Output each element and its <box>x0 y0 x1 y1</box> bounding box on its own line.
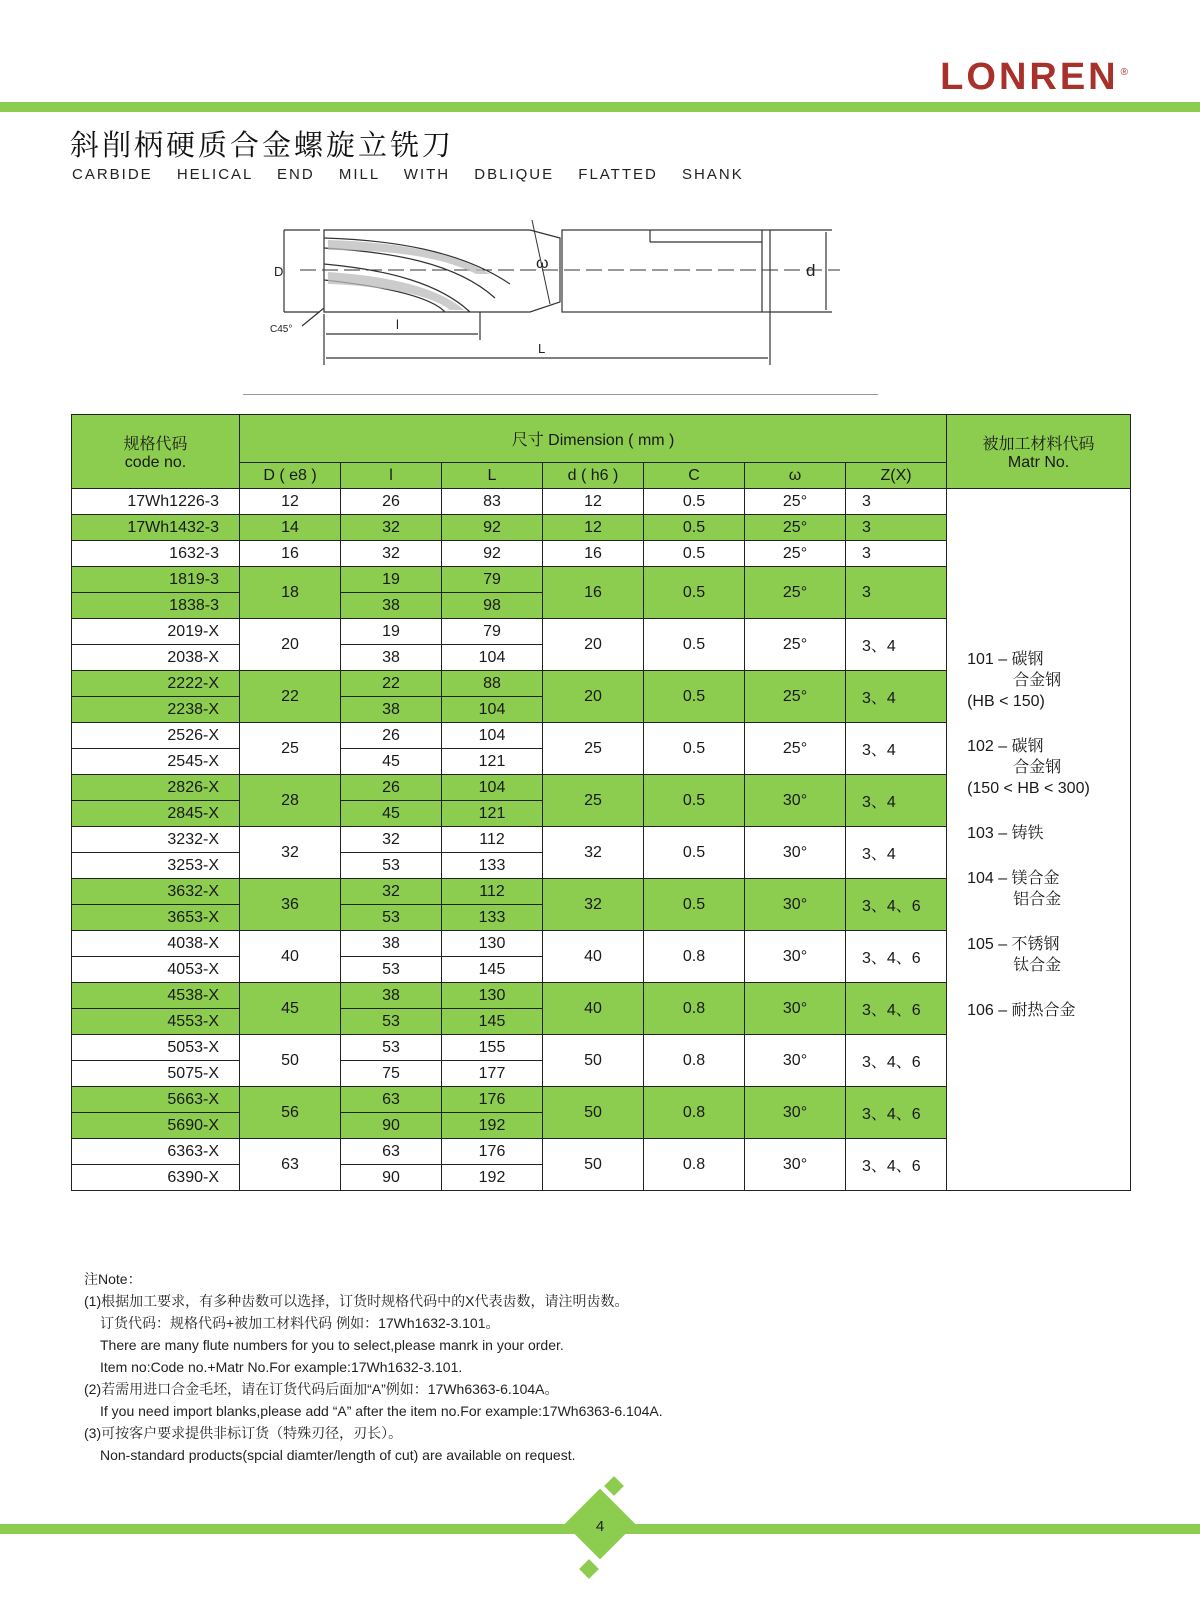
material-line: 102 – 碳钢 <box>967 737 1044 755</box>
table-cell: 50 <box>240 1035 341 1087</box>
table-cell: 2238-X <box>72 697 240 723</box>
table-cell: 83 <box>442 489 543 515</box>
table-cell: 19 <box>341 567 442 593</box>
table-row <box>72 489 1131 515</box>
top-accent-bar <box>0 102 1200 112</box>
table-cell: 18 <box>240 567 341 619</box>
table-cell: 45 <box>240 983 341 1035</box>
table-cell: 16 <box>543 541 644 567</box>
header-matr: 被加工材料代码 Matr No. <box>947 415 1131 489</box>
table-cell: 25° <box>745 723 846 775</box>
material-line: 合金钢 <box>1013 758 1062 776</box>
table-cell: 0.5 <box>644 489 745 515</box>
col-header: L <box>442 463 543 489</box>
header-code: 规格代码 code no. <box>72 415 240 489</box>
table-cell: 3、4 <box>846 619 947 671</box>
table-cell: 38 <box>341 931 442 957</box>
table-cell: 30° <box>745 1035 846 1087</box>
table-cell: 16 <box>240 541 341 567</box>
table-cell: 0.8 <box>644 1035 745 1087</box>
table-cell: 133 <box>442 853 543 879</box>
table-cell: 3、4、6 <box>846 983 947 1035</box>
table-cell: 32 <box>240 827 341 879</box>
table-cell: 38 <box>341 697 442 723</box>
table-cell: 17Wh1432-3 <box>72 515 240 541</box>
table-cell: 92 <box>442 541 543 567</box>
table-cell: 104 <box>442 697 543 723</box>
table-cell: 3 <box>846 541 947 567</box>
table-cell: 25° <box>745 619 846 671</box>
table-cell: 0.5 <box>644 541 745 567</box>
end-mill-drawing <box>240 200 880 400</box>
table-cell: 25° <box>745 515 846 541</box>
table-cell: 0.8 <box>644 1139 745 1191</box>
table-cell: 90 <box>341 1113 442 1139</box>
table-cell: 0.8 <box>644 983 745 1035</box>
table-cell: 1838-3 <box>72 593 240 619</box>
table-cell: 176 <box>442 1139 543 1165</box>
table-cell: 0.5 <box>644 723 745 775</box>
label-l: l <box>396 317 399 332</box>
table-cell: 63 <box>240 1139 341 1191</box>
table-cell: 32 <box>543 827 644 879</box>
table-cell: 3 <box>846 515 947 541</box>
table-cell: 104 <box>442 645 543 671</box>
table-cell: 192 <box>442 1165 543 1191</box>
page-title-en: CARBIDE HELICAL END MILL WITH DBLIQUE FLATTED SHANK <box>72 166 744 183</box>
table-cell: 133 <box>442 905 543 931</box>
table-cell: 176 <box>442 1087 543 1113</box>
table-cell: 16 <box>543 567 644 619</box>
material-line: 104 – 镁合金 <box>967 869 1060 887</box>
table-cell: 53 <box>341 853 442 879</box>
table-cell: 3、4 <box>846 775 947 827</box>
note-line: Item no:Code no.+Matr No.For example:17Wh1632-3.101. <box>100 1359 463 1375</box>
table-cell: 38 <box>341 645 442 671</box>
note-line: If you need import blanks,please add “A” after the item no.For example:17Wh6363-6.104A. <box>100 1403 663 1419</box>
table-cell: 30° <box>745 1139 846 1191</box>
table-cell: 3232-X <box>72 827 240 853</box>
table-cell: 4053-X <box>72 957 240 983</box>
table-cell: 6390-X <box>72 1165 240 1191</box>
table-cell: 112 <box>442 879 543 905</box>
table-cell: 26 <box>341 723 442 749</box>
table-cell: 3、4 <box>846 671 947 723</box>
table-cell: 155 <box>442 1035 543 1061</box>
table-cell: 75 <box>341 1061 442 1087</box>
material-line: 合金钢 <box>1013 671 1062 689</box>
table-cell: 2845-X <box>72 801 240 827</box>
table-cell: 30° <box>745 1087 846 1139</box>
label-chamfer: C45° <box>270 324 293 335</box>
decor-square <box>579 1559 599 1579</box>
material-line: 钛合金 <box>1013 956 1062 974</box>
table-cell: 3、4、6 <box>846 879 947 931</box>
table-cell: 3653-X <box>72 905 240 931</box>
table-cell: 145 <box>442 1009 543 1035</box>
table-cell: 5690-X <box>72 1113 240 1139</box>
table-cell: 88 <box>442 671 543 697</box>
table-cell: 5053-X <box>72 1035 240 1061</box>
table-cell: 90 <box>341 1165 442 1191</box>
table-cell: 40 <box>543 983 644 1035</box>
material-line: (HB < 150) <box>967 692 1045 710</box>
table-cell: 17Wh1226-3 <box>72 489 240 515</box>
col-header: C <box>644 463 745 489</box>
table-cell: 32 <box>341 515 442 541</box>
table-cell: 177 <box>442 1061 543 1087</box>
material-line: 101 – 碳钢 <box>967 650 1044 668</box>
table-cell: 22 <box>341 671 442 697</box>
table-cell: 53 <box>341 905 442 931</box>
table-cell: 104 <box>442 775 543 801</box>
table-cell: 38 <box>341 593 442 619</box>
table-cell: 79 <box>442 619 543 645</box>
table-cell: 56 <box>240 1087 341 1139</box>
table-cell: 0.5 <box>644 879 745 931</box>
table-cell: 0.5 <box>644 671 745 723</box>
table-cell: 2545-X <box>72 749 240 775</box>
table-cell: 53 <box>341 957 442 983</box>
table-cell: 36 <box>240 879 341 931</box>
table-cell: 3、4、6 <box>846 1035 947 1087</box>
table-cell: 192 <box>442 1113 543 1139</box>
table-cell: 50 <box>543 1087 644 1139</box>
material-item <box>967 934 1122 976</box>
note-line: (2)若需用进口合金毛坯，请在订货代码后面加“A”例如：17Wh6363-6.104A。 <box>84 1381 559 1397</box>
note-line: 订货代码：规格代码+被加工材料代码 例如：17Wh1632-3.101。 <box>100 1315 500 1331</box>
note-line: There are many flute numbers for you to select,please manrk in your order. <box>100 1337 564 1353</box>
table-cell: 25° <box>745 541 846 567</box>
table-cell: 28 <box>240 775 341 827</box>
header-dimension: 尺寸 Dimension ( mm ) <box>240 415 947 463</box>
table-cell: 3253-X <box>72 853 240 879</box>
table-cell: 26 <box>341 775 442 801</box>
table-cell: 32 <box>341 827 442 853</box>
table-cell: 3、4 <box>846 827 947 879</box>
table-cell: 30° <box>745 775 846 827</box>
table-cell: 3、4、6 <box>846 931 947 983</box>
table-cell: 0.5 <box>644 619 745 671</box>
decor-square <box>604 1476 624 1496</box>
table-cell: 32 <box>341 879 442 905</box>
table-cell: 4538-X <box>72 983 240 1009</box>
page-title-cn: 斜削柄硬质合金螺旋立铣刀 <box>70 128 455 162</box>
table-cell: 3、4、6 <box>846 1139 947 1191</box>
table-cell: 104 <box>442 723 543 749</box>
table-cell: 0.8 <box>644 931 745 983</box>
col-header: D ( e8 ) <box>240 463 341 489</box>
table-cell: 38 <box>341 983 442 1009</box>
table-cell: 2826-X <box>72 775 240 801</box>
table-cell: 25° <box>745 567 846 619</box>
table-cell: 3、4、6 <box>846 1087 947 1139</box>
col-header: d ( h6 ) <box>543 463 644 489</box>
table-cell: 40 <box>240 931 341 983</box>
table-cell: 3 <box>846 489 947 515</box>
table-cell: 30° <box>745 879 846 931</box>
col-header: Z(X) <box>846 463 947 489</box>
table-cell: 112 <box>442 827 543 853</box>
note-line: 注Note： <box>84 1271 142 1287</box>
note-line: (3)可按客户要求提供非标订货（特殊刃径，刃长）。 <box>84 1425 403 1441</box>
table-cell: 3、4 <box>846 723 947 775</box>
drawing-baseline <box>243 394 878 395</box>
table-cell: 20 <box>543 619 644 671</box>
table-cell: 25 <box>543 723 644 775</box>
material-line: (150 < HB < 300) <box>967 779 1090 797</box>
table-cell: 130 <box>442 931 543 957</box>
table-cell: 20 <box>240 619 341 671</box>
table-cell: 3 <box>846 567 947 619</box>
material-item <box>967 736 1122 799</box>
spec-table <box>71 414 1131 1191</box>
table-cell: 4553-X <box>72 1009 240 1035</box>
material-codes <box>947 489 1131 1191</box>
table-cell: 50 <box>543 1139 644 1191</box>
table-cell: 145 <box>442 957 543 983</box>
table-cell: 0.5 <box>644 827 745 879</box>
table-cell: 0.5 <box>644 775 745 827</box>
table-cell: 25 <box>240 723 341 775</box>
table-cell: 2038-X <box>72 645 240 671</box>
table-cell: 0.8 <box>644 1087 745 1139</box>
table-cell: 79 <box>442 567 543 593</box>
table-cell: 12 <box>543 489 644 515</box>
table-cell: 12 <box>543 515 644 541</box>
label-D: D <box>274 264 284 279</box>
col-header: ω <box>745 463 846 489</box>
table-cell: 98 <box>442 593 543 619</box>
table-cell: 25° <box>745 489 846 515</box>
table-cell: 0.5 <box>644 567 745 619</box>
table-cell: 1819-3 <box>72 567 240 593</box>
material-line: 103 – 铸铁 <box>967 824 1044 842</box>
table-cell: 130 <box>442 983 543 1009</box>
material-line: 铝合金 <box>1013 890 1062 908</box>
note-line: Non-standard products(spcial diamter/length of cut) are available on request. <box>100 1447 576 1463</box>
table-cell: 14 <box>240 515 341 541</box>
table-cell: 5663-X <box>72 1087 240 1113</box>
table-cell: 63 <box>341 1139 442 1165</box>
table-cell: 19 <box>341 619 442 645</box>
table-cell: 3632-X <box>72 879 240 905</box>
material-item <box>967 868 1122 910</box>
table-cell: 2222-X <box>72 671 240 697</box>
table-cell: 50 <box>543 1035 644 1087</box>
table-cell: 20 <box>543 671 644 723</box>
material-line: 105 – 不锈钢 <box>967 935 1060 953</box>
table-cell: 25° <box>745 671 846 723</box>
table-cell: 0.5 <box>644 515 745 541</box>
label-L: L <box>538 341 546 356</box>
table-cell: 5075-X <box>72 1061 240 1087</box>
table-cell: 2019-X <box>72 619 240 645</box>
label-omega: ω <box>536 255 549 272</box>
table-cell: 32 <box>341 541 442 567</box>
table-cell: 121 <box>442 801 543 827</box>
table-cell: 45 <box>341 801 442 827</box>
table-cell: 25 <box>543 775 644 827</box>
table-cell: 30° <box>745 827 846 879</box>
table-cell: 53 <box>341 1035 442 1061</box>
table-cell: 12 <box>240 489 341 515</box>
table-cell: 45 <box>341 749 442 775</box>
table-cell: 26 <box>341 489 442 515</box>
table-cell: 2526-X <box>72 723 240 749</box>
table-cell: 53 <box>341 1009 442 1035</box>
material-item <box>967 649 1122 712</box>
table-cell: 4038-X <box>72 931 240 957</box>
table-cell: 22 <box>240 671 341 723</box>
page-number: 4 <box>595 1518 605 1535</box>
table-cell: 6363-X <box>72 1139 240 1165</box>
note-line: (1)根据加工要求，有多种齿数可以选择，订货时规格代码中的X代表齿数，请注明齿数。 <box>84 1293 629 1309</box>
notes-section <box>84 1268 663 1466</box>
table-cell: 30° <box>745 983 846 1035</box>
table-cell: 40 <box>543 931 644 983</box>
table-cell: 32 <box>543 879 644 931</box>
brand-logo: LONREN ® <box>940 56 1128 98</box>
col-header: l <box>341 463 442 489</box>
table-cell: 92 <box>442 515 543 541</box>
material-item <box>967 823 1122 844</box>
table-cell: 121 <box>442 749 543 775</box>
table-cell: 30° <box>745 931 846 983</box>
table-cell: 1632-3 <box>72 541 240 567</box>
label-d: d <box>806 261 816 280</box>
table-cell: 63 <box>341 1087 442 1113</box>
material-item <box>967 1000 1122 1021</box>
material-line: 106 – 耐热合金 <box>967 1001 1076 1019</box>
